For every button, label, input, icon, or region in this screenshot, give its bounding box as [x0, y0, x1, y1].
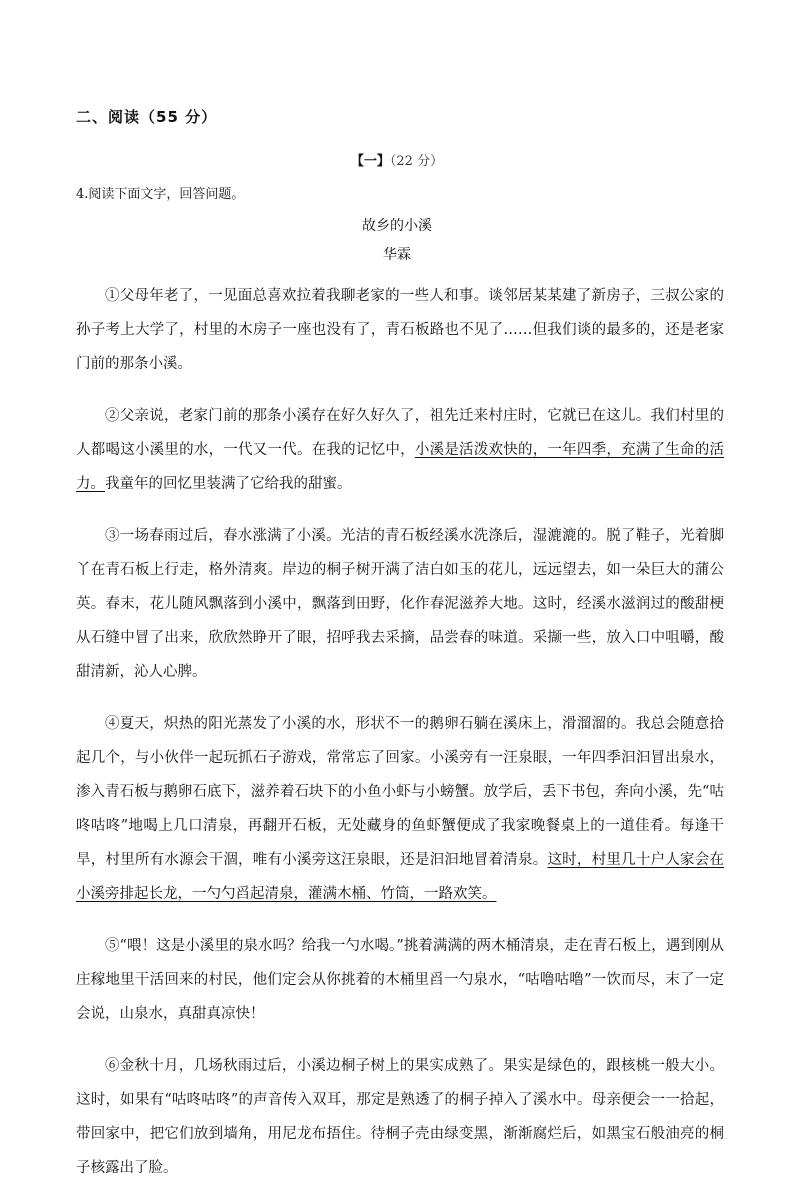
- section-title: 二、阅读（55 分）: [76, 108, 218, 126]
- underlined-sentence: 小溪是活泼欢快的，一年四季，充满了生命的活力。: [76, 442, 725, 492]
- part-label: 【一】: [350, 154, 390, 169]
- paragraph-5: ⑤“喂！这是小溪里的泉水吗？给我一勺水喝。”挑着满满的两木桶清泉，走在青石板上，遇到刚从庄稼地里干活回来的村民，他们定会从你挑着的木桶里舀一勺泉水，“咕噜咕噜”一饮而尽，末了一定会说，山泉水，真甜真凉快！: [76, 938, 724, 1022]
- part-heading: [0, 150, 794, 169]
- article-body: [76, 279, 724, 1203]
- paragraph-4: [76, 707, 724, 911]
- paragraph-2-tail: 我童年的回忆里装满了它给我的甜蜜。: [105, 476, 352, 492]
- paragraph-3: ③一场春雨过后，春水涨满了小溪。光洁的青石板经溪水洗涤后，湿漉漉的。脱了鞋子，光着脚丫在青石板上行走，格外清爽。岸边的桐子树开满了洁白如玉的花儿，远远望去，如一朵巨大的蒲公英。春末，花儿随风飘落到小溪中，飘落到田野，化作春泥滋养大地。这时，经溪水滋润过的酸甜梗从石缝中冒了出来，欣欣然睁开了眼，招呼我去采摘，品尝春的味道。采撷一些，放入口中咀嚼，酸甜清新，沁人心脾。: [76, 528, 724, 680]
- question-prompt: 4.阅读下面文字，回答问题。: [76, 187, 245, 202]
- underlined-sentence: 这时，村里几十户人家会在小溪旁排起长龙，一勺勺舀起清泉，灌满木桶、竹筒，一路欢笑。: [76, 852, 725, 902]
- paragraph-2: [76, 399, 724, 501]
- paragraph-4-text: ④夏天，炽热的阳光蒸发了小溪的水，形状不一的鹅卵石躺在溪床上，滑溜溜的。我总会随意拾起几个，与小伙伴一起玩抓石子游戏，常常忘了回家。小溪旁有一汪泉眼，一年四季汩汩冒出泉水，渗入青石板与鹅卵石底下，滋养着石块下的小鱼小虾与小螃蟹。放学后，丢下书包，奔向小溪，先“咕咚咕咚”地喝上几口清泉，再翻开石板，无处藏身的鱼虾蟹便成了我家晚餐桌上的一道佳肴。每逢干旱，村里所有水源会干涸，唯有小溪旁这汪泉眼，还是汩汩地冒着清泉。: [76, 716, 724, 868]
- paragraph-6: ⑥金秋十月，几场秋雨过后，小溪边桐子树上的果实成熟了。果实是绿色的，跟核桃一般大小。这时，如果有“咕咚咕咚”的声音传入双耳，那定是熟透了的桐子掉入了溪水中。母亲便会一一拾起，带回家中，把它们放到墙角，用尼龙布捂住。待桐子壳由绿变黑，渐渐腐烂后，如黑宝石般油亮的桐子核露出了脸。: [76, 1058, 724, 1176]
- article-author: 华霖: [383, 247, 411, 263]
- part-score: （22 分）: [389, 154, 444, 169]
- article-title: 故乡的小溪: [362, 218, 432, 234]
- paragraph-1: ①父母年老了，一见面总喜欢拉着我聊老家的一些人和事。谈邻居某某建了新房子，三叔公家的孙子考上大学了，村里的木房子一座也没有了，青石板路也不见了……但我们谈的最多的，还是老家门前的那条小溪。: [76, 288, 724, 372]
- paragraph-2-text: ②父亲说，老家门前的那条小溪存在好久好久了，祖先迁来村庄时，它就已在这儿。我们村里的人都喝这小溪里的水，一代又一代。在我的记忆中，: [76, 408, 724, 458]
